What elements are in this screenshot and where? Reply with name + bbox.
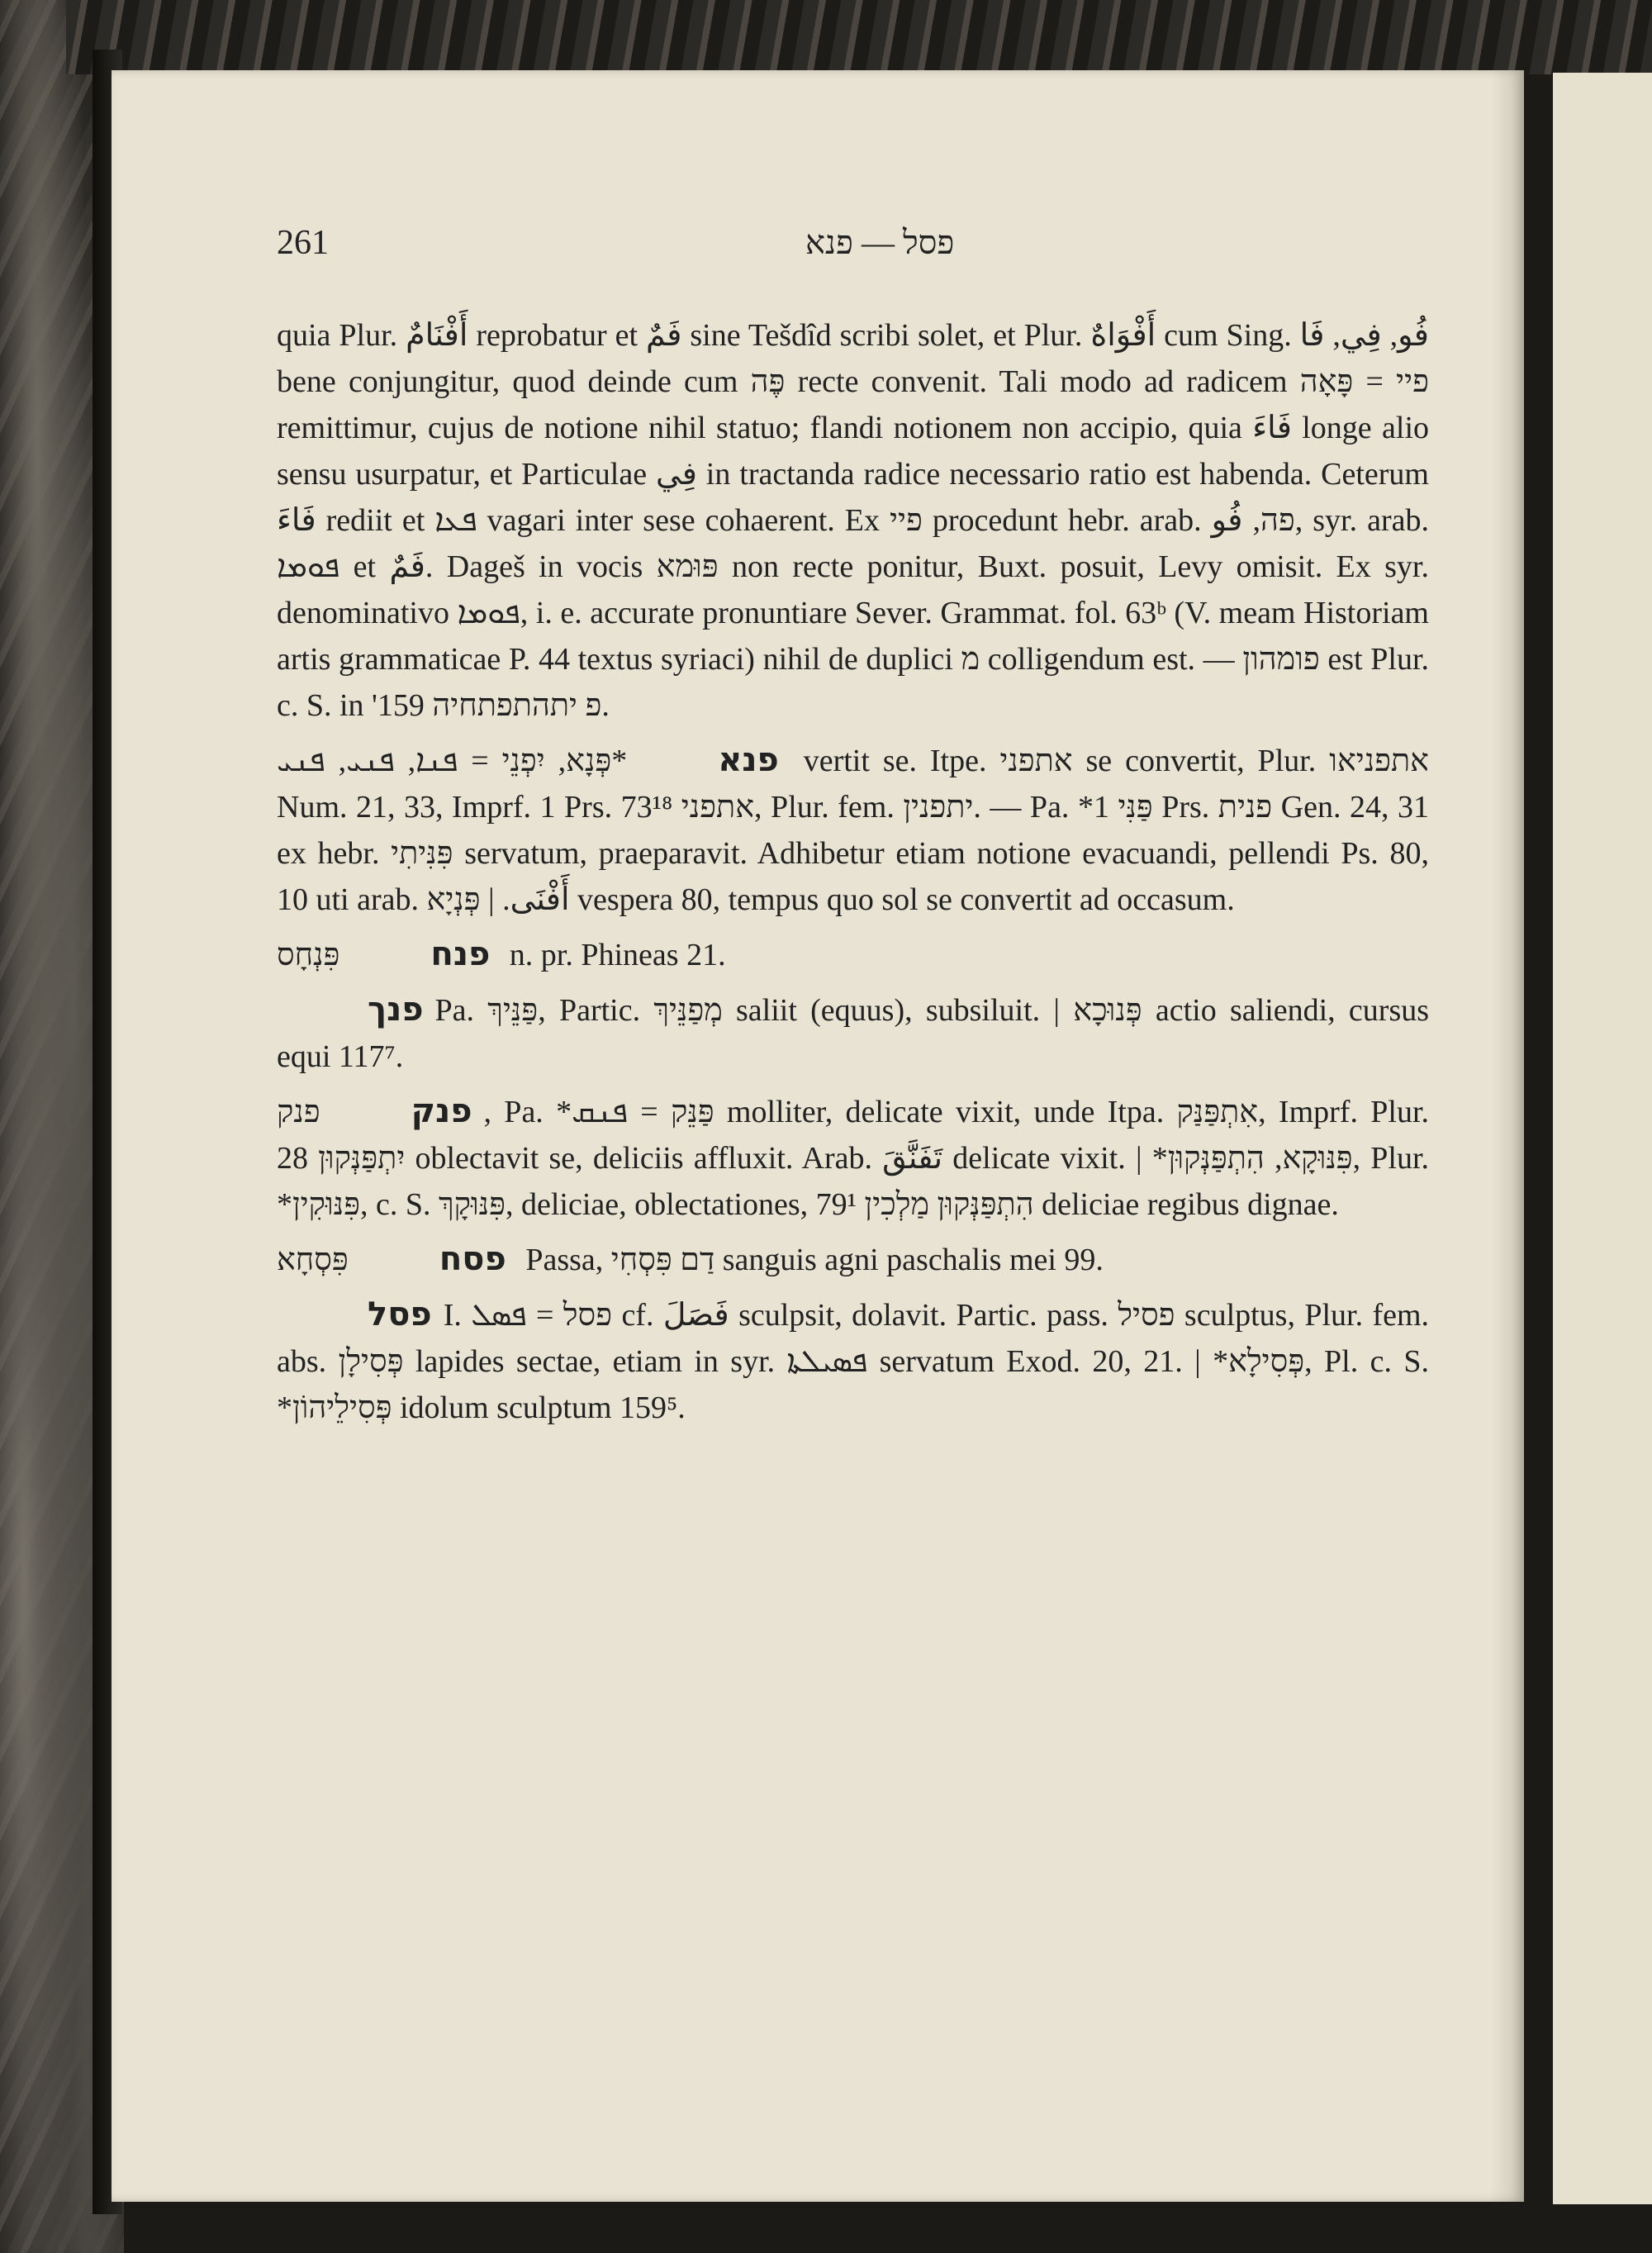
page-text-block: [277, 223, 1429, 1439]
entry-headword: פנא: [718, 741, 779, 779]
entry-text: פנק, Pa. *פַּנֵּק = ܦܢܩ molliter, delicate vixit, unde Itpa. אִתְפַּנַּק, Imprf. Plur. יִתְפַּנְּקוּן 28 oblectavit se, deliciis affluxit. Arab. تَفَنَّقَ delicate vixit. | *פִּנּוּקָא, הִתְפַּנְּקוּן, Plur. *פִּנּוּקִין, c. S. פִּנּוּקָךְ, deliciae, oblectationes, הִתְפַּנְּקוּן מַלְכִין 79¹ deliciae regibus dignae.: [277, 1095, 1430, 1222]
facing-page-edge: [1553, 73, 1652, 2204]
entry-text: I. פסל = ܦܣܠ cf. فَصَلَ sculpsit, dolavit. Partic. pass. פסיל sculptus, Plur. fem. abs. פְּסִילָן lapides sectae, etiam in syr. ܦܣܝܠܬܐ servatum Exod. 20, 21. | *פְּסִילָא, Pl. c. S. *פְּסִילֵיהוֹן idolum sculptum 159⁵.: [277, 1298, 1430, 1425]
dictionary-entry: [277, 737, 1429, 923]
page-number: 261: [277, 224, 329, 262]
paragraph-text: quia Plur. أَفْنَامٌ reprobatur et فَمٌ sine Tešdîd scribi solet, et Plur. أَفْوَاهٌ cum Sing. فُو, فِي, فَا bene conjungitur, quod deinde cum פֶּה recte convenit. Tali modo ad radicem פיי = פָּאָה remittimur, cujus de notione nihil statuo; flandi notionem non accipio, quia فَاءَ longe alio sensu usurpatur, et Particulae فِي in tractanda radice necessario ratio est habenda. Ceterum فَاءَ rediit et ܦܥܐ vagari inter sese cohaerent. Ex פיי procedunt hebr. arab. פה, فُو, syr. arab. ܦܘܡܐ et فَمٌ. Dageš in vocis פּוּמא non recte ponitur, Buxt. posuit, Levy omisit. Ex syr. denominativo ܦܘܡܐ, i. e. accurate pronuntiare Sever. Grammat. fol. 63ᵇ (V. meam Historiam artis grammaticae P. 44 textus syriaci) nihil de duplici מ colligendum est. — פומהון est Plur. c. S. in 'פ יתהתפתחיה 159.: [277, 318, 1430, 723]
gutter-shadow: [1491, 70, 1524, 2202]
dictionary-entry: [277, 931, 1429, 978]
entry-text: פִּנְחָס n. pr. Phineas 21.: [277, 938, 726, 972]
running-head-title: פסל — פנא: [805, 224, 955, 261]
dictionary-entry: [277, 1236, 1429, 1283]
entry-headword: פסח: [439, 1240, 506, 1278]
paragraph-continuation: [277, 312, 1429, 729]
entry-text: *פְּנָא, יִפְנֵי = ܦܢܐ, ܦܢܝ, ܦܢܝ vertit se. Itpe. אתפני se convertit, Plur. אתפניאו Num. 21, 33, Imprf. 1 Prs. אתפני 73¹⁸, Plur. fem. יתפנין. — Pa. *פַּנִּי 1 Prs. פנית Gen. 24, 31 ex hebr. פִּנִּיתִי servatum, praeparavit. Adhibetur etiam notione evacuandi, pellendi Ps. 80, 10 uti arab. أَفْنَى. | פְּנְיָא vespera 80, tempus quo sol se convertit ad occasum.: [277, 744, 1430, 917]
entry-text: Pa. פַּנֵּיךְ, Partic. מְפַנֵּיךְ saliit (equus), subsiluit. | פְּנוּכָא actio saliendi, cursus equi 117⁷.: [277, 993, 1430, 1074]
running-head: [277, 223, 1429, 273]
dictionary-entry: [277, 1088, 1429, 1228]
entry-text: פִּסְחָא Passa, דַם פִּסְחִי sanguis agni paschalis mei 99.: [277, 1243, 1104, 1277]
entry-headword: פסל: [368, 1295, 432, 1333]
entry-headword: פנק: [411, 1092, 472, 1130]
dictionary-entry: [277, 1291, 1429, 1431]
cover-edge: [66, 0, 1652, 74]
dictionary-entry: [277, 986, 1429, 1080]
entry-headword: פנך: [368, 991, 424, 1029]
entry-headword: פנח: [430, 935, 491, 973]
